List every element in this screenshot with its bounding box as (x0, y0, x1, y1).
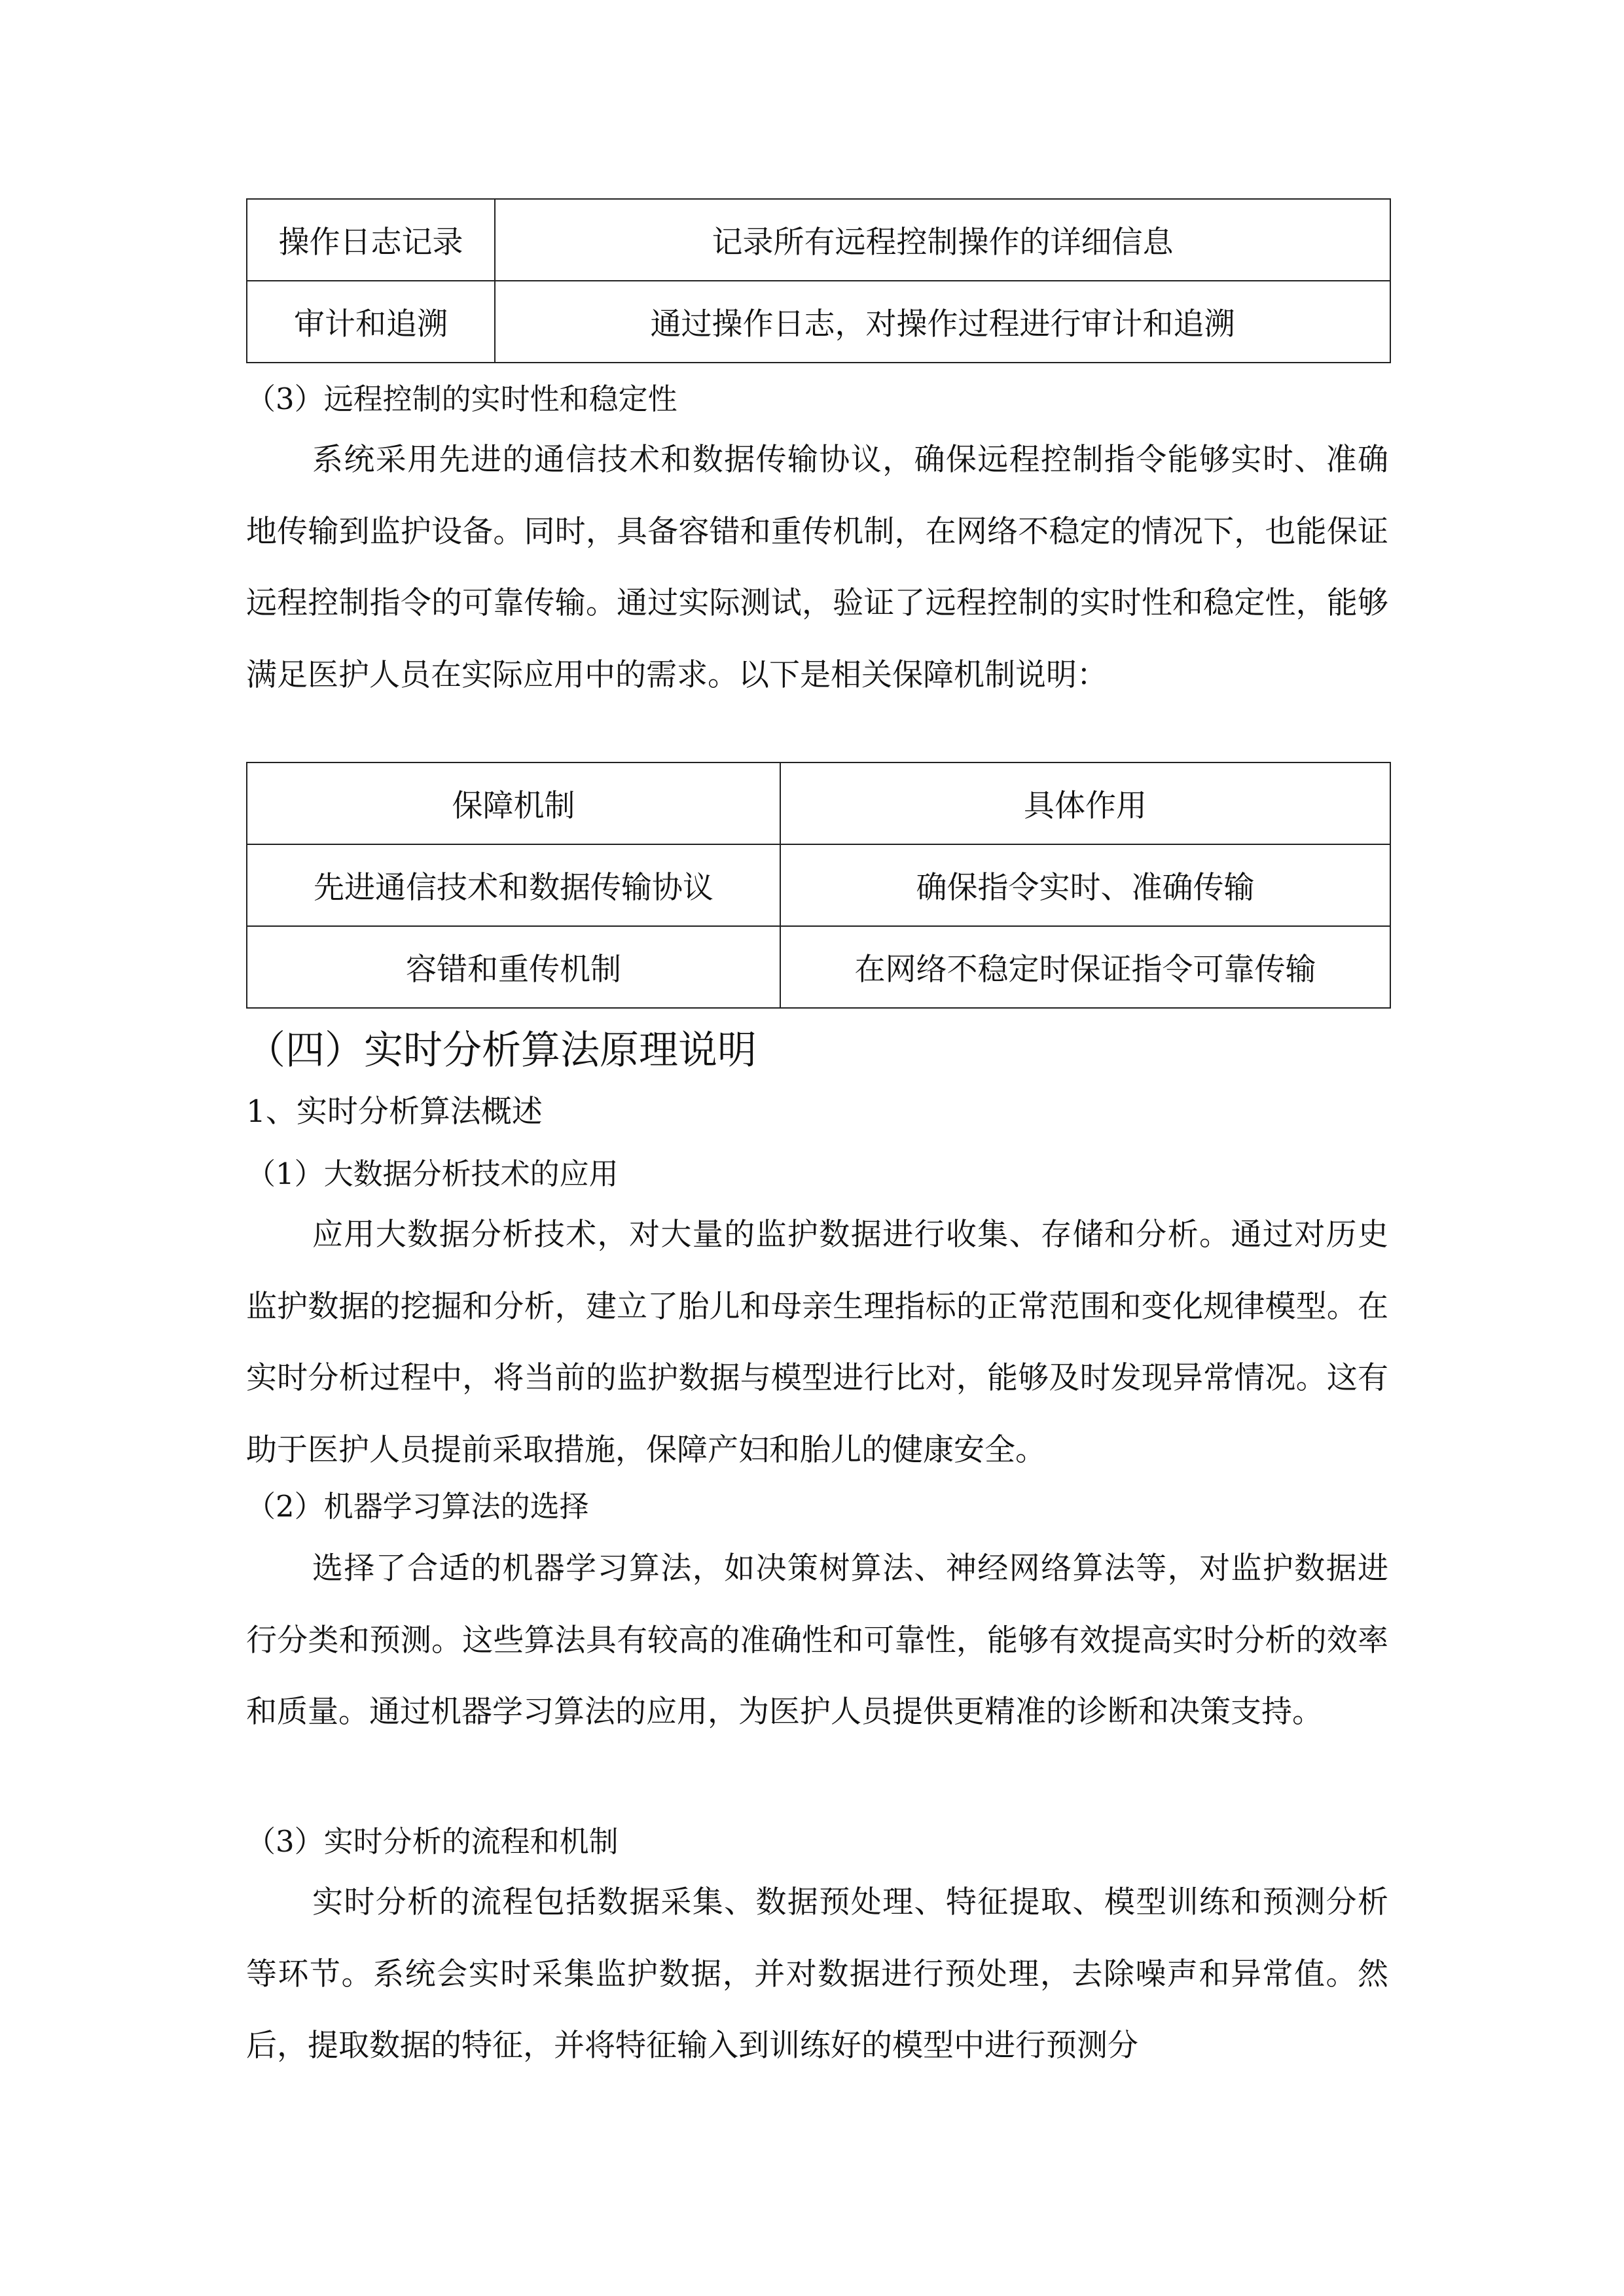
body-paragraph: 应用大数据分析技术，对大量的监护数据进行收集、存储和分析。通过对历史监护数据的挖掘和分析，建立了胎儿和母亲生理指标的正常范围和变化规律模型。在实时分析过程中，将当前的监护数据与模型进行比对，能够及时发现异常情况。这有助于医护人员提前采取措施，保障产妇和胎儿的健康安全。 (246, 1217, 1388, 1468)
table-cell: 通过操作日志，对操作过程进行审计和追溯 (495, 281, 1390, 363)
operation-log-table (246, 198, 1391, 363)
table-cell: 记录所有远程控制操作的详细信息 (495, 199, 1390, 281)
body-paragraph: 选择了合适的机器学习算法，如决策树算法、神经网络算法等，对监护数据进行分类和预测。这些算法具有较高的准确性和可靠性，能够有效提高实时分析的效率和质量。通过机器学习算法的应用，为医护人员提供更精准的诊断和决策支持。 (246, 1551, 1388, 1730)
guarantee-mechanism-table (246, 762, 1391, 1009)
section-title: （四）实时分析算法原理说明 (246, 1028, 757, 1073)
table-cell: 容错和重传机制 (247, 926, 780, 1008)
table-cell: 确保指令实时、准确传输 (780, 844, 1390, 926)
table-row (247, 281, 1390, 363)
table-row (247, 926, 1390, 1008)
table-header-cell: 具体作用 (780, 762, 1390, 844)
body-paragraph: 实时分析的流程包括数据采集、数据预处理、特征提取、模型训练和预测分析等环节。系统会实时采集监护数据，并对数据进行预处理，去除噪声和异常值。然后，提取数据的特征，并将特征输入到训练好的模型中进行预测分 (246, 1884, 1388, 2064)
table-cell: 在网络不稳定时保证指令可靠传输 (780, 926, 1390, 1008)
section-heading: （1）大数据分析技术的应用 (246, 1157, 619, 1191)
section-heading: （3）实时分析的流程和机制 (246, 1824, 619, 1859)
table-cell: 操作日志记录 (247, 199, 495, 281)
table-header-cell: 保障机制 (247, 762, 780, 844)
table-header-row (247, 762, 1390, 844)
body-paragraph: 系统采用先进的通信技术和数据传输协议，确保远程控制指令能够实时、准确地传输到监护设备。同时，具备容错和重传机制，在网络不稳定的情况下，也能保证远程控制指令的可靠传输。通过实际测试，验证了远程控制的实时性和稳定性，能够满足医护人员在实际应用中的需求。以下是相关保障机制说明： (246, 442, 1388, 693)
section-heading: （2）机器学习算法的选择 (246, 1489, 589, 1524)
section-heading: （3）远程控制的实时性和稳定性 (246, 382, 677, 416)
subsection-title: 1、实时分析算法概述 (246, 1094, 543, 1130)
table-row (247, 844, 1390, 926)
table-cell: 审计和追溯 (247, 281, 495, 363)
table-cell: 先进通信技术和数据传输协议 (247, 844, 780, 926)
table-row (247, 199, 1390, 281)
